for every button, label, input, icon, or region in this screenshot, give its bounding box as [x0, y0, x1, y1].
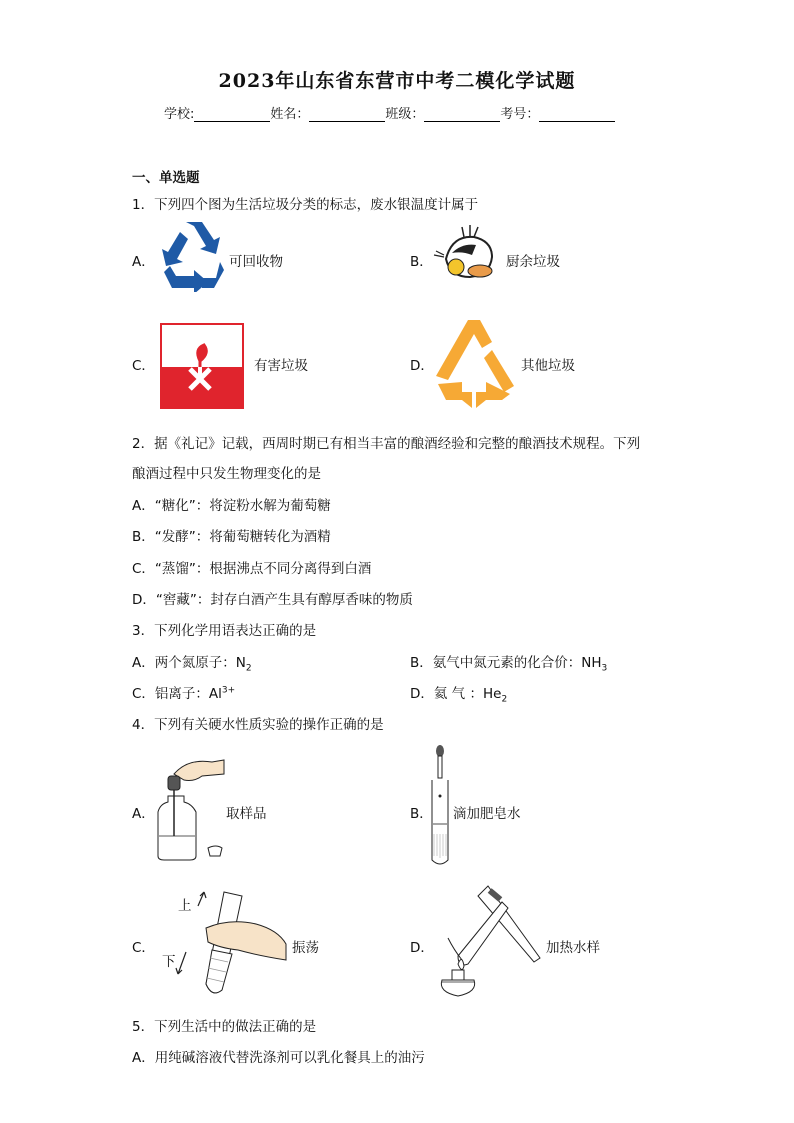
q5-stem: 5．下列生活中的做法正确的是 [132, 1019, 317, 1035]
name-blank [309, 107, 385, 122]
recycle-icon [158, 222, 230, 292]
heating-setup-icon [428, 884, 544, 1002]
q3-a-text: A．两个氮原子：N [132, 655, 246, 671]
q4-c-down-label: 下 [162, 954, 176, 970]
q3-option-a [132, 651, 252, 674]
q4-stem: 4．下列有关硬水性质实验的操作正确的是 [132, 717, 384, 733]
q2-option-c: C．“蒸馏”：根据沸点不同分离得到白酒 [132, 561, 372, 577]
section-title: 一、单选题 [132, 170, 200, 186]
shaking-tube-icon [160, 884, 288, 1000]
q1-option-c-letter: C． [132, 358, 155, 374]
q3-option-c [132, 682, 235, 702]
school-label: 学校: [164, 107, 195, 122]
q4-option-c-letter: C． [132, 940, 155, 956]
q3-stem: 3．下列化学用语表达正确的是 [132, 623, 317, 639]
q1-option-b-letter: B． [410, 254, 433, 270]
q1-option-d-letter: D． [410, 358, 434, 374]
q4-option-c-text: 振荡 [292, 940, 319, 956]
q2-option-b: B．“发酵”：将葡萄糖转化为酒精 [132, 529, 331, 545]
q1-option-a-text: 可回收物 [229, 254, 283, 270]
student-info-line [164, 103, 615, 122]
exam-blank [539, 107, 615, 122]
dropper-test-tube-icon [428, 744, 452, 868]
q3-option-b [410, 651, 607, 674]
q1-option-b-text: 厨余垃圾 [506, 254, 560, 270]
class-label: 班级： [385, 107, 425, 122]
exam-label: 考号： [500, 107, 540, 122]
sampling-bottle-icon [154, 752, 226, 864]
q3-a-sub: 2 [245, 663, 252, 674]
q1-option-a-letter: A． [132, 254, 155, 270]
page-title: 2023年山东省东营市中考二模化学试题 [218, 70, 576, 92]
q4-c-up-label: 上 [178, 898, 192, 914]
q3-c-sup: 3+ [221, 685, 236, 696]
name-label: 姓名： [270, 107, 310, 122]
q3-d-sub: 2 [501, 694, 508, 705]
q3-b-sub: 3 [601, 663, 608, 674]
q2-stem-line1: 2．据《礼记》记载，西周时期已有相当丰富的酿酒经验和完整的酿酒技术规程。下列 [132, 436, 641, 452]
q1-stem: 1．下列四个图为生活垃圾分类的标志，废水银温度计属于 [132, 197, 479, 213]
food-waste-icon [432, 223, 502, 285]
other-waste-icon [432, 316, 516, 412]
q2-stem-line2: 酿酒过程中只发生物理变化的是 [132, 466, 321, 482]
hazardous-waste-icon [160, 323, 244, 409]
q2-option-d: D．“窖藏”：封存白酒产生具有醇厚香味的物质 [132, 592, 413, 608]
q4-option-b-text: 滴加肥皂水 [453, 806, 521, 822]
q4-option-d-text: 加热水样 [546, 940, 600, 956]
q2-option-a: A．“糖化”：将淀粉水解为葡萄糖 [132, 498, 331, 514]
q5-option-a: A．用纯碱溶液代替洗涤剂可以乳化餐具上的油污 [132, 1050, 425, 1066]
q3-d-text: D．氦 气 ：He [410, 686, 502, 702]
q1-option-c-text: 有害垃圾 [254, 358, 308, 374]
q4-option-b-letter: B． [410, 806, 433, 822]
q3-c-text: C．铝离子：Al [132, 686, 222, 702]
q4-option-d-letter: D． [410, 940, 434, 956]
school-blank [194, 107, 270, 122]
class-blank [424, 107, 500, 122]
q1-option-d-text: 其他垃圾 [521, 358, 575, 374]
q4-option-a-letter: A． [132, 806, 155, 822]
q3-b-text: B．氨气中氮元素的化合价：NH [410, 655, 602, 671]
q3-option-d [410, 682, 507, 705]
q4-option-a-text: 取样品 [226, 806, 267, 822]
